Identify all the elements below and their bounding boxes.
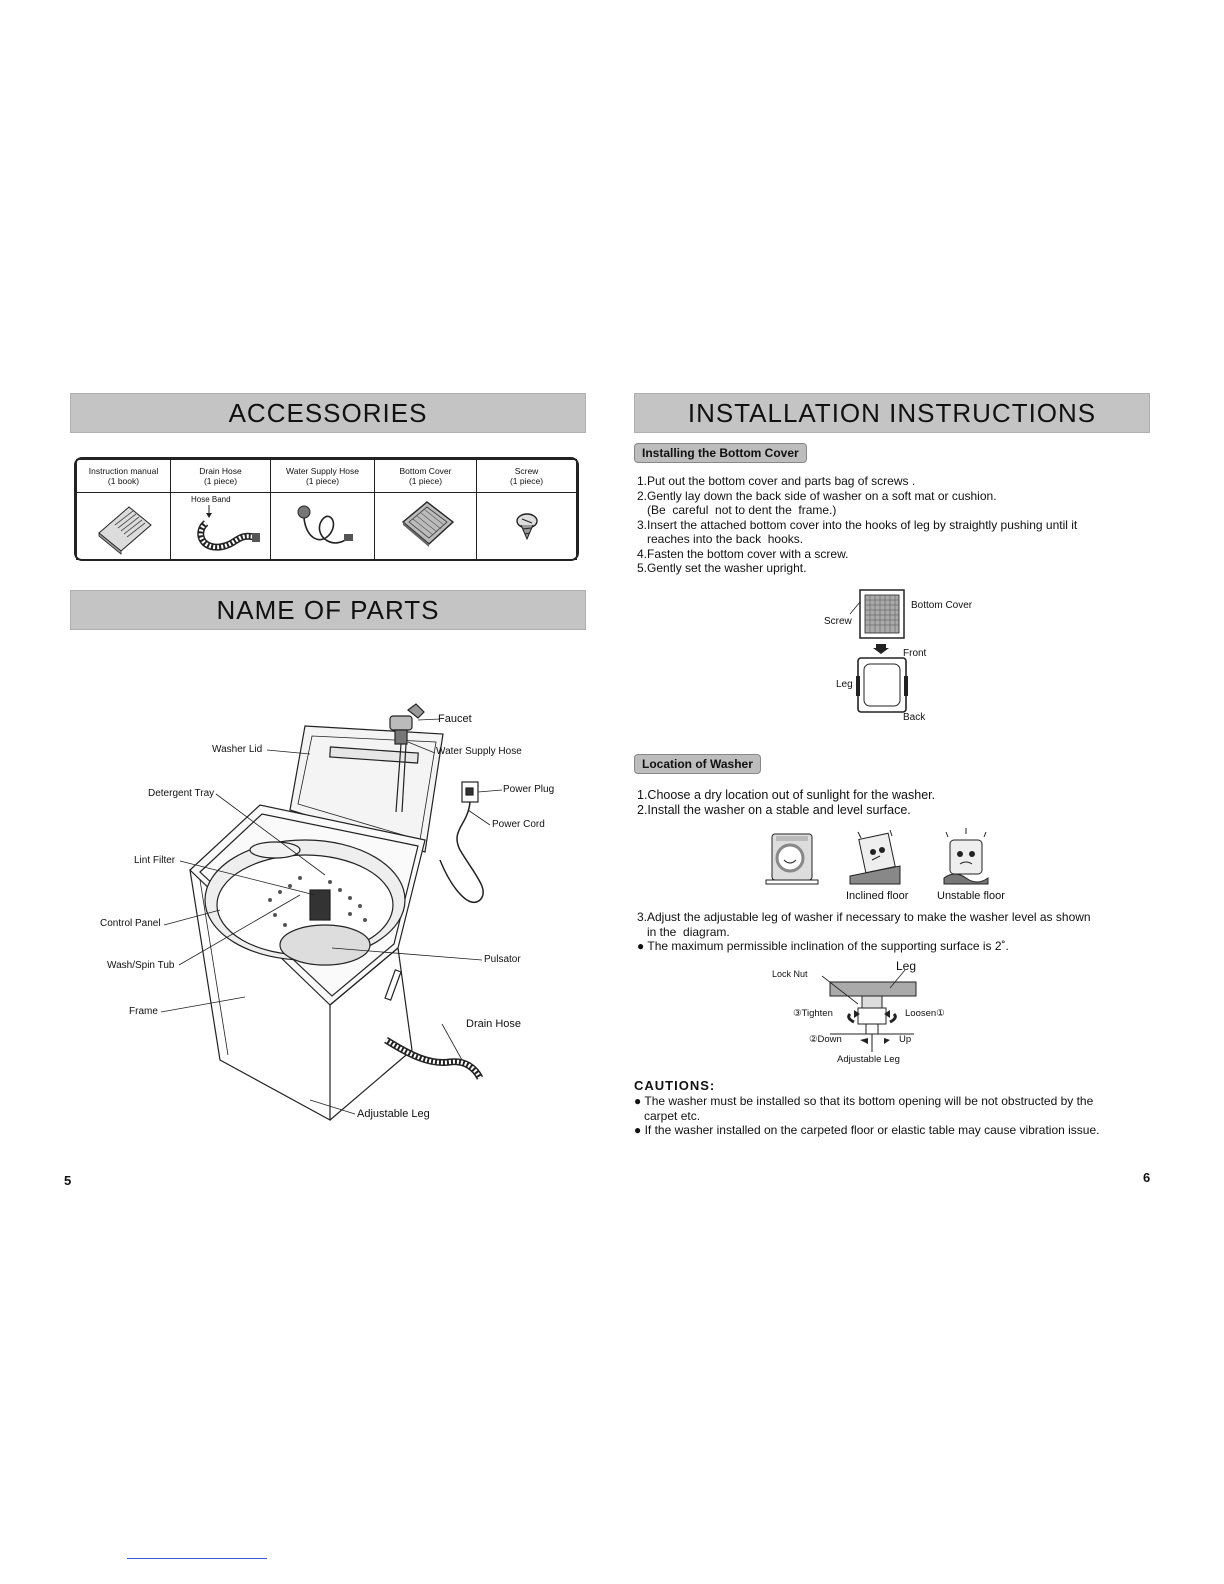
accessory-header-bottom-cover: Bottom Cover (1 piece)	[375, 460, 477, 493]
level-floor-washer-icon	[766, 834, 818, 884]
name-of-parts-title: NAME OF PARTS	[70, 590, 586, 630]
location-heading: Location of Washer	[634, 754, 761, 774]
footer-rule	[127, 1558, 267, 1559]
inclined-floor-label: Inclined floor	[846, 890, 909, 902]
drain-hose-label: Drain Hose	[466, 1018, 522, 1030]
lock-nut-label: Lock Nut	[772, 969, 808, 979]
step-line: 2.Install the washer on a stable and level surface.	[637, 802, 911, 817]
bottom-cover-diagram-label: Bottom Cover	[911, 600, 973, 611]
accessory-header-water-supply-hose: Water Supply Hose (1 piece)	[271, 460, 375, 493]
adjustable-leg-diagram-label: Adjustable Leg	[837, 1054, 900, 1065]
frame-label: Frame	[129, 1006, 158, 1017]
step-line: reaches into the back hooks.	[637, 532, 804, 546]
inclined-floor-washer-icon	[850, 830, 900, 884]
accessory-header-drain-hose: Drain Hose (1 piece)	[171, 460, 271, 493]
step-line: 3.Insert the attached bottom cover into the hooks of leg by straightly pushing until it	[637, 517, 1078, 532]
leg-diagram-label: Leg	[836, 679, 853, 690]
adjustable-leg-label: Adjustable Leg	[357, 1108, 430, 1120]
step-line: 1.Choose a dry location out of sunlight for the washer.	[637, 788, 936, 802]
up-label: Up	[899, 1034, 912, 1045]
washer-diagram	[150, 700, 570, 1130]
page-number-right: 6	[1143, 1170, 1151, 1185]
power-plug-label: Power Plug	[503, 784, 555, 795]
step-line: 4.Fasten the bottom cover with a screw.	[637, 546, 849, 561]
tighten-label: ③Tighten	[793, 1008, 833, 1019]
screw-icon	[497, 495, 557, 555]
location-steps	[637, 788, 935, 817]
installation-title: INSTALLATION INSTRUCTIONS	[634, 393, 1150, 433]
unstable-floor-washer-icon	[944, 828, 988, 884]
unstable-floor-label: Unstable floor	[937, 890, 1005, 902]
step-line: 3.Adjust the adjustable leg of washer if necessary to make the washer level as shown	[637, 910, 1091, 924]
bottom-cover-heading: Installing the Bottom Cover	[634, 443, 807, 463]
step-line: ● The maximum permissible inclination of the supporting surface is 2˚.	[637, 939, 1009, 953]
cautions-list	[634, 1094, 1100, 1138]
cautions-title: CAUTIONS:	[634, 1078, 716, 1093]
pulsator-label: Pulsator	[484, 954, 521, 965]
leg-label: Leg	[896, 959, 917, 973]
caution-line: carpet etc.	[634, 1108, 701, 1123]
floor-illustrations	[760, 826, 1020, 888]
wash-spin-tub-label: Wash/Spin Tub	[107, 960, 175, 971]
lint-filter-label: Lint Filter	[134, 855, 176, 866]
washer-lid-label: Washer Lid	[212, 744, 263, 755]
step-line: (Be careful not to dent the frame.)	[637, 503, 837, 517]
down-label: ②Down	[809, 1034, 842, 1045]
control-panel-label: Control Panel	[100, 918, 161, 929]
accessories-table	[76, 459, 577, 560]
bottom-cover-steps	[637, 474, 1077, 576]
bottom-cover-cell	[375, 493, 477, 560]
accessories-title: ACCESSORIES	[70, 393, 586, 433]
screw-cell	[477, 493, 577, 560]
caution-line: ● If the washer installed on the carpeted floor or elastic table may cause vibration issue.	[634, 1123, 1100, 1137]
step-line: 1.Put out the bottom cover and parts bag of screws .	[637, 474, 916, 488]
caution-line: ● The washer must be installed so that its bottom opening will be not obstructed by the	[634, 1094, 1094, 1108]
page-number-left: 5	[64, 1173, 72, 1188]
faucet-label: Faucet	[438, 713, 472, 725]
power-cord-label: Power Cord	[492, 819, 545, 830]
step-line: in the diagram.	[637, 924, 730, 939]
bottom-cover-icon	[381, 494, 471, 556]
screw-diagram-label: Screw	[824, 616, 852, 627]
hose-band-label: Hose Band	[191, 495, 231, 504]
accessory-header-screw: Screw (1 piece)	[477, 460, 577, 493]
water-supply-hose-cell	[271, 493, 375, 560]
water-supply-hose-label: Water Supply Hose	[436, 746, 522, 757]
step-line: 2.Gently lay down the back side of washer on a soft mat or cushion.	[637, 488, 997, 503]
water-supply-hose-icon	[278, 494, 368, 556]
loosen-label: Loosen①	[905, 1008, 945, 1019]
step-line: 5.Gently set the washer upright.	[637, 561, 807, 575]
accessory-header-manual: Instruction manual (1 book)	[77, 460, 171, 493]
drain-hose-cell	[171, 493, 271, 560]
manual-icon	[89, 495, 159, 555]
detergent-tray-label: Detergent Tray	[148, 788, 215, 799]
level-adjust-steps	[637, 910, 1091, 954]
manual-cell	[77, 493, 171, 560]
back-label: Back	[903, 712, 926, 723]
front-label: Front	[903, 648, 927, 659]
